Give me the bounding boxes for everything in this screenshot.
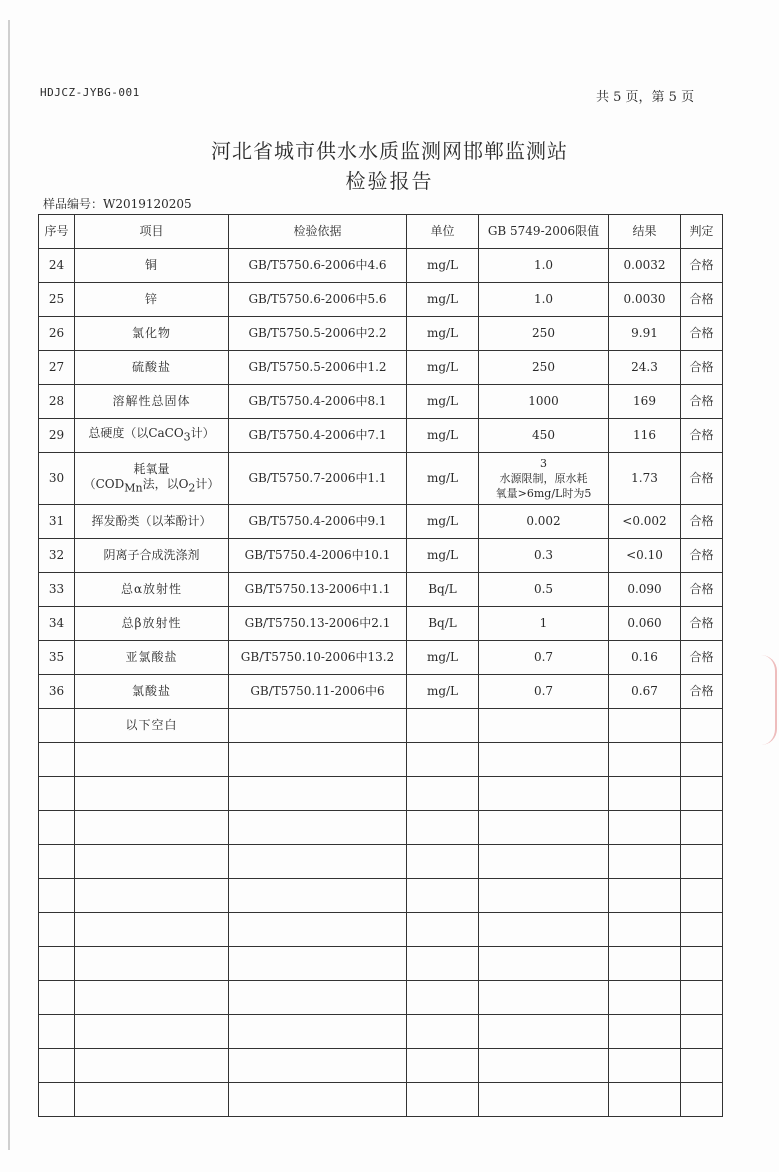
cell-empty <box>609 913 681 947</box>
cell-method: GB/T5750.4-2006中7.1 <box>229 419 407 453</box>
table-row-empty <box>39 879 723 913</box>
table-header-row <box>39 215 723 249</box>
col-header-no: 序号 <box>39 215 75 249</box>
cell-item: 总β放射性 <box>75 607 229 641</box>
cell-empty <box>681 1083 723 1117</box>
cell-empty <box>681 981 723 1015</box>
cell-empty <box>609 879 681 913</box>
cell-method: GB/T5750.5-2006中2.2 <box>229 317 407 351</box>
cell-empty <box>609 709 681 743</box>
cell-no: 35 <box>39 641 75 675</box>
cell-item: 挥发酚类（以苯酚计） <box>75 505 229 539</box>
cell-empty <box>39 947 75 981</box>
cell-limit: 250 <box>479 351 609 385</box>
cell-limit: 1.0 <box>479 249 609 283</box>
cell-item: 氯酸盐 <box>75 675 229 709</box>
cell-result: 0.090 <box>609 573 681 607</box>
item-line <box>77 477 226 495</box>
cell-unit: mg/L <box>407 351 479 385</box>
table-row <box>39 351 723 385</box>
cell-method: GB/T5750.4-2006中8.1 <box>229 385 407 419</box>
col-header-item: 项目 <box>75 215 229 249</box>
cell-empty <box>609 777 681 811</box>
item-subscript: 3 <box>183 430 191 444</box>
cell-limit: 0.7 <box>479 675 609 709</box>
cell-verdict: 合格 <box>681 385 723 419</box>
blank-note: 以下空白 <box>75 709 229 743</box>
cell-limit: 1 <box>479 607 609 641</box>
cell-no: 25 <box>39 283 75 317</box>
cell-no: 26 <box>39 317 75 351</box>
cell-method: GB/T5750.7-2006中1.1 <box>229 453 407 505</box>
table-row <box>39 573 723 607</box>
table-row-empty <box>39 913 723 947</box>
cell-empty <box>39 1049 75 1083</box>
cell-empty <box>407 947 479 981</box>
cell-empty <box>39 811 75 845</box>
cell-method: GB/T5750.13-2006中1.1 <box>229 573 407 607</box>
cell-empty <box>479 879 609 913</box>
cell-empty <box>609 845 681 879</box>
cell-empty <box>407 1083 479 1117</box>
cell-verdict: 合格 <box>681 607 723 641</box>
cell-empty <box>407 743 479 777</box>
cell-no: 36 <box>39 675 75 709</box>
cell-empty <box>681 879 723 913</box>
cell-empty <box>229 777 407 811</box>
cell-unit: Bq/L <box>407 573 479 607</box>
cell-result: 0.060 <box>609 607 681 641</box>
cell-empty <box>39 981 75 1015</box>
cell-limit: 250 <box>479 317 609 351</box>
table-row <box>39 453 723 505</box>
cell-item: 锌 <box>75 283 229 317</box>
cell-empty <box>681 1049 723 1083</box>
cell-result: 0.16 <box>609 641 681 675</box>
cell-empty <box>39 1015 75 1049</box>
cell-empty <box>407 981 479 1015</box>
cell-method: GB/T5750.13-2006中2.1 <box>229 607 407 641</box>
cell-result: 169 <box>609 385 681 419</box>
cell-empty <box>407 845 479 879</box>
cell-limit: 0.7 <box>479 641 609 675</box>
cell-empty <box>75 1049 229 1083</box>
cell-empty <box>229 1049 407 1083</box>
cell-result: 0.0030 <box>609 283 681 317</box>
cell-empty <box>407 811 479 845</box>
cell-empty <box>681 777 723 811</box>
cell-verdict: 合格 <box>681 641 723 675</box>
table-row <box>39 607 723 641</box>
cell-no: 24 <box>39 249 75 283</box>
page-info: 共 5 页，第 5 页 <box>596 90 695 105</box>
cell-unit: mg/L <box>407 385 479 419</box>
cell-empty <box>407 1015 479 1049</box>
table-row-empty <box>39 981 723 1015</box>
cell-verdict: 合格 <box>681 419 723 453</box>
item-text: （COD <box>83 476 125 491</box>
cell-empty <box>609 1083 681 1117</box>
cell-empty <box>609 981 681 1015</box>
col-header-unit: 单位 <box>407 215 479 249</box>
cell-empty <box>609 811 681 845</box>
cell-verdict: 合格 <box>681 351 723 385</box>
cell-empty <box>39 743 75 777</box>
cell-result: 0.67 <box>609 675 681 709</box>
cell-method: GB/T5750.4-2006中10.1 <box>229 539 407 573</box>
cell-method: GB/T5750.10-2006中13.2 <box>229 641 407 675</box>
cell-empty <box>479 947 609 981</box>
cell-unit: Bq/L <box>407 607 479 641</box>
document-code: HDJCZ-JYBG-001 <box>40 86 140 99</box>
cell-result: 116 <box>609 419 681 453</box>
cell-limit: 1.0 <box>479 283 609 317</box>
table-row <box>39 505 723 539</box>
cell-empty <box>75 879 229 913</box>
cell-item: 阴离子合成洗涤剂 <box>75 539 229 573</box>
cell-empty <box>407 1049 479 1083</box>
cell-no: 33 <box>39 573 75 607</box>
cell-item: 总α放射性 <box>75 573 229 607</box>
cell-method: GB/T5750.11-2006中6 <box>229 675 407 709</box>
cell-result: 0.0032 <box>609 249 681 283</box>
cell-no: 27 <box>39 351 75 385</box>
cell-empty <box>75 777 229 811</box>
col-header-method: 检验依据 <box>229 215 407 249</box>
cell-empty <box>407 709 479 743</box>
cell-empty <box>75 1015 229 1049</box>
cell-unit: mg/L <box>407 539 479 573</box>
item-text: 总硬度（以CaCO <box>88 426 184 441</box>
table-row <box>39 641 723 675</box>
cell-no: 34 <box>39 607 75 641</box>
cell-limit: 0.3 <box>479 539 609 573</box>
cell-empty <box>229 811 407 845</box>
cell-empty <box>39 1083 75 1117</box>
cell-empty <box>229 1083 407 1117</box>
limit-line: 3 <box>540 457 547 470</box>
limit-line: 水源限制，原水耗 <box>499 472 588 485</box>
table-row-empty <box>39 947 723 981</box>
cell-no: 32 <box>39 539 75 573</box>
cell-verdict: 合格 <box>681 249 723 283</box>
cell-empty <box>681 709 723 743</box>
cell-item: 硫酸盐 <box>75 351 229 385</box>
cell-empty <box>479 811 609 845</box>
cell-empty <box>407 913 479 947</box>
item-text: 计） <box>195 476 220 491</box>
cell-empty <box>229 879 407 913</box>
cell-empty <box>75 1083 229 1117</box>
cell-empty <box>609 743 681 777</box>
cell-empty <box>229 1015 407 1049</box>
cell-empty <box>479 913 609 947</box>
cell-limit: 1000 <box>479 385 609 419</box>
cell-empty <box>479 709 609 743</box>
cell-method: GB/T5750.4-2006中9.1 <box>229 505 407 539</box>
cell-method: GB/T5750.6-2006中5.6 <box>229 283 407 317</box>
limit-line: 氧量>6mg/L时为5 <box>495 487 592 500</box>
cell-result: 9.91 <box>609 317 681 351</box>
cell-empty <box>39 879 75 913</box>
cell-limit <box>479 453 609 505</box>
stamp-fragment <box>761 655 777 745</box>
cell-empty <box>609 1049 681 1083</box>
table-row <box>39 249 723 283</box>
cell-item: 铜 <box>75 249 229 283</box>
cell-unit: mg/L <box>407 505 479 539</box>
cell-verdict: 合格 <box>681 283 723 317</box>
table-row <box>39 317 723 351</box>
cell-empty <box>479 1015 609 1049</box>
table-row-empty <box>39 1083 723 1117</box>
cell-item <box>75 419 229 453</box>
page-subtitle: 检验报告 <box>345 169 434 193</box>
cell-no: 28 <box>39 385 75 419</box>
cell-empty <box>479 743 609 777</box>
cell-verdict: 合格 <box>681 539 723 573</box>
item-text: 计） <box>190 426 215 441</box>
cell-empty <box>479 1083 609 1117</box>
sample-number: 样品编号：W2019120205 <box>43 197 192 211</box>
cell-method: GB/T5750.5-2006中1.2 <box>229 351 407 385</box>
cell-empty <box>39 913 75 947</box>
cell-unit: mg/L <box>407 249 479 283</box>
cell-limit: 0.5 <box>479 573 609 607</box>
cell-empty <box>479 981 609 1015</box>
cell-item: 溶解性总固体 <box>75 385 229 419</box>
cell-unit: mg/L <box>407 641 479 675</box>
cell-empty <box>407 879 479 913</box>
cell-empty <box>407 777 479 811</box>
col-header-limit: GB 5749-2006限值 <box>479 215 609 249</box>
cell-empty <box>479 1049 609 1083</box>
cell-result: 1.73 <box>609 453 681 505</box>
table-row <box>39 539 723 573</box>
item-subscript: 2 <box>188 481 196 495</box>
cell-empty <box>681 743 723 777</box>
cell-verdict: 合格 <box>681 453 723 505</box>
cell-limit: 450 <box>479 419 609 453</box>
cell-empty <box>681 845 723 879</box>
cell-empty <box>75 947 229 981</box>
cell-result: <0.002 <box>609 505 681 539</box>
item-text: 法，以O <box>142 476 189 491</box>
cell-unit: mg/L <box>407 317 479 351</box>
cell-empty <box>229 743 407 777</box>
item-subscript: Mn <box>124 481 143 495</box>
table-row-empty <box>39 1015 723 1049</box>
cell-empty <box>75 743 229 777</box>
table-row-empty <box>39 811 723 845</box>
table-row <box>39 675 723 709</box>
cell-verdict: 合格 <box>681 317 723 351</box>
cell-unit: mg/L <box>407 453 479 505</box>
cell-empty <box>479 777 609 811</box>
cell-empty <box>75 913 229 947</box>
cell-verdict: 合格 <box>681 505 723 539</box>
col-header-verdict: 判定 <box>681 215 723 249</box>
cell-result: <0.10 <box>609 539 681 573</box>
cell-empty <box>229 709 407 743</box>
cell-item <box>75 453 229 505</box>
table-row-empty <box>39 743 723 777</box>
cell-empty <box>229 913 407 947</box>
cell-empty <box>229 981 407 1015</box>
cell-item: 亚氯酸盐 <box>75 641 229 675</box>
cell-empty <box>681 947 723 981</box>
item-line: 耗氧量 <box>133 461 170 476</box>
cell-empty <box>229 845 407 879</box>
cell-unit: mg/L <box>407 283 479 317</box>
cell-empty <box>609 1015 681 1049</box>
table-row <box>39 283 723 317</box>
cell-empty <box>681 913 723 947</box>
cell-empty <box>479 845 609 879</box>
cell-empty <box>39 777 75 811</box>
cell-no <box>39 709 75 743</box>
cell-result: 24.3 <box>609 351 681 385</box>
cell-unit: mg/L <box>407 419 479 453</box>
cell-empty <box>229 947 407 981</box>
table-row-empty <box>39 1049 723 1083</box>
cell-method: GB/T5750.6-2006中4.6 <box>229 249 407 283</box>
cell-unit: mg/L <box>407 675 479 709</box>
cell-no: 30 <box>39 453 75 505</box>
inspection-table <box>38 214 723 1117</box>
table-row-blank-note <box>39 709 723 743</box>
table-row <box>39 419 723 453</box>
cell-no: 31 <box>39 505 75 539</box>
cell-empty <box>75 811 229 845</box>
cell-empty <box>75 845 229 879</box>
cell-no: 29 <box>39 419 75 453</box>
cell-empty <box>681 1015 723 1049</box>
page-title: 河北省城市供水水质监测网邯郸监测站 <box>211 139 568 163</box>
cell-item: 氯化物 <box>75 317 229 351</box>
table-row <box>39 385 723 419</box>
cell-empty <box>609 947 681 981</box>
cell-limit: 0.002 <box>479 505 609 539</box>
cell-empty <box>75 981 229 1015</box>
cell-empty <box>39 845 75 879</box>
table-row-empty <box>39 777 723 811</box>
cell-verdict: 合格 <box>681 573 723 607</box>
cell-empty <box>681 811 723 845</box>
col-header-result: 结果 <box>609 215 681 249</box>
table-row-empty <box>39 845 723 879</box>
cell-verdict: 合格 <box>681 675 723 709</box>
